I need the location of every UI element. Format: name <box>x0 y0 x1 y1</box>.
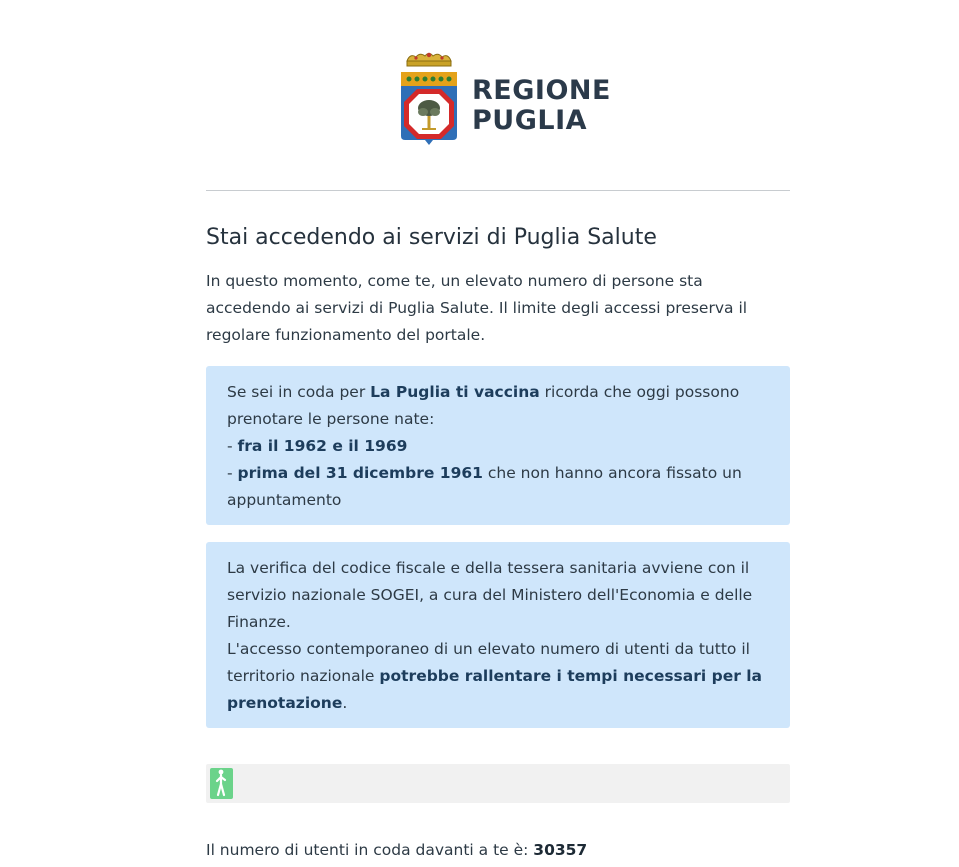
regione-puglia-logo <box>400 52 611 148</box>
page-title: Stai accedendo ai servizi di Puglia Salute <box>206 225 657 250</box>
info-box-1-text-b: ricorda che oggi possono prenotare le persone nate: <box>227 383 740 428</box>
intro-paragraph: In questo momento, come te, un elevato numero di persone sta accedendo ai servizi di Puglia Salute. Il limite degli accessi preserva il regolare funzionamento del portale. <box>206 272 748 344</box>
info-box-vaccine <box>206 366 790 525</box>
logo-line-puglia: PUGLIA <box>472 105 588 136</box>
info-box-2-text-c: . <box>342 694 348 712</box>
main-content <box>206 222 790 862</box>
info-box-1-text-a: Se sei in coda per <box>227 383 371 401</box>
info-box-1-item1: fra il 1962 e il 1969 <box>237 437 408 455</box>
info-box-2-text-b: L'accesso contemporaneo di un elevato numero di utenti da tutto il territorio nazionale <box>227 640 750 685</box>
walking-person-icon <box>214 769 228 797</box>
queue-label: Il numero di utenti in coda davanti a te è: <box>206 841 534 859</box>
info-box-1-item2-prefix: - <box>227 464 238 482</box>
info-box-2-bold: potrebbe rallentare i tempi necessari per la prenotazione <box>227 667 763 712</box>
logo-wordmark <box>472 76 611 136</box>
header <box>0 0 959 192</box>
header-divider <box>206 190 790 191</box>
info-box-sogei <box>206 542 790 728</box>
queue-status <box>206 838 790 862</box>
queue-count: 30357 <box>533 841 588 859</box>
info-box-2-text-a: La verifica del codice fiscale e della tessera sanitaria avviene con il servizio nazionale SOGEI, a cura del Ministero dell'Economia e delle Finanze. <box>227 559 753 631</box>
info-box-1-bold-campaign: La Puglia ti vaccina <box>370 383 540 401</box>
queue-progress-bar <box>206 764 790 803</box>
logo-line-regione: REGIONE <box>472 75 611 106</box>
regione-puglia-coat-of-arms-icon <box>400 52 458 148</box>
info-box-1-item1-prefix: - <box>227 437 238 455</box>
info-box-1-item2-bold: prima del 31 dicembre 1961 <box>237 464 483 482</box>
info-box-1-item2-rest: che non hanno ancora fissato un appuntamento <box>227 464 742 509</box>
